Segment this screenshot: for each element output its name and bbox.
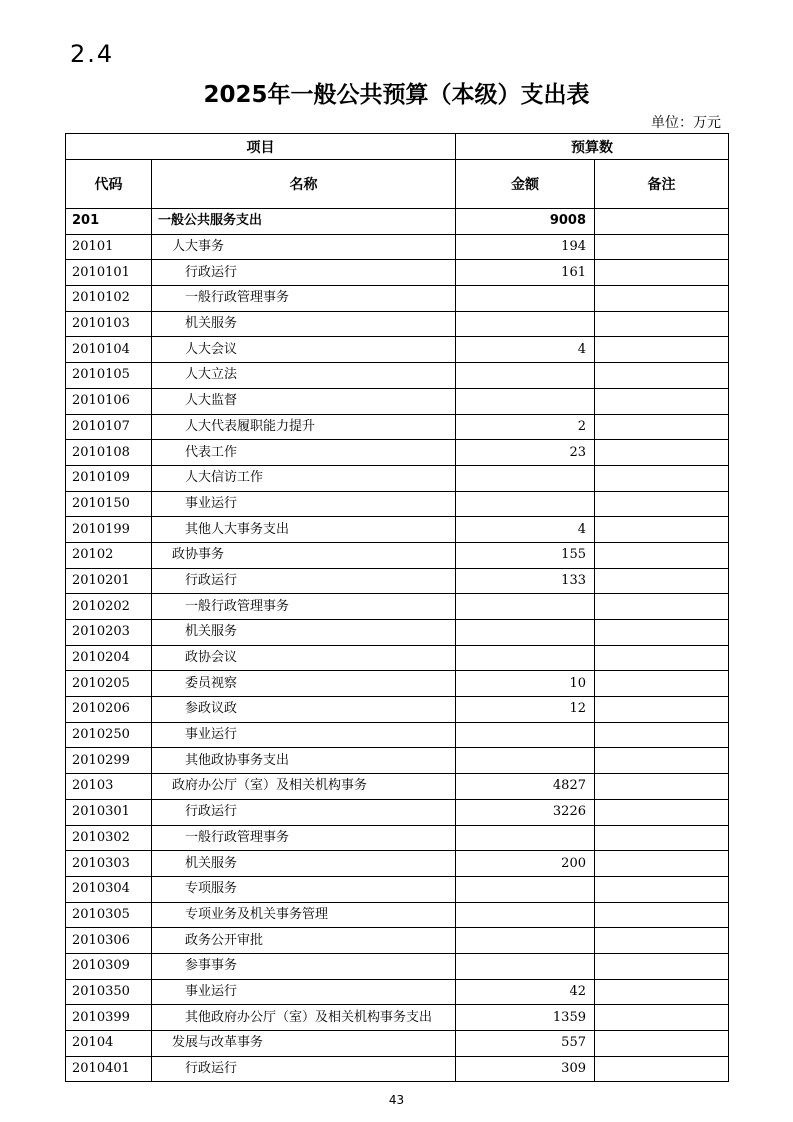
row-amount: 23 [456, 440, 595, 466]
row-name: 事业运行 [152, 491, 456, 517]
row-name: 机关服务 [152, 851, 456, 877]
table-row [66, 1005, 729, 1031]
table-row [66, 774, 729, 800]
row-code: 2010301 [66, 799, 152, 825]
row-amount: 200 [456, 851, 595, 877]
table-row [66, 1031, 729, 1057]
row-note [595, 671, 729, 697]
header-project: 项目 [66, 134, 456, 160]
table-row [66, 799, 729, 825]
row-code: 2010202 [66, 594, 152, 620]
row-amount [456, 363, 595, 389]
unit-label: 单位：万元 [651, 115, 721, 131]
row-name: 其他人大事务支出 [152, 517, 456, 543]
table-row [66, 414, 729, 440]
row-name: 政府办公厅（室）及相关机构事务 [152, 774, 456, 800]
row-note [595, 825, 729, 851]
row-code: 2010303 [66, 851, 152, 877]
row-note [595, 568, 729, 594]
row-name: 事业运行 [152, 979, 456, 1005]
row-amount: 4 [456, 517, 595, 543]
table-row [66, 363, 729, 389]
row-amount: 4 [456, 337, 595, 363]
row-code: 2010205 [66, 671, 152, 697]
row-amount [456, 594, 595, 620]
row-note [595, 260, 729, 286]
row-name: 人大会议 [152, 337, 456, 363]
table-row [66, 851, 729, 877]
table-row [66, 825, 729, 851]
row-code: 2010250 [66, 722, 152, 748]
row-note [595, 928, 729, 954]
header-name: 名称 [152, 160, 456, 209]
row-amount [456, 722, 595, 748]
header-row-sub [66, 160, 729, 209]
table-row [66, 979, 729, 1005]
row-code: 2010102 [66, 286, 152, 312]
row-note [595, 234, 729, 260]
row-note [595, 286, 729, 312]
row-amount [456, 311, 595, 337]
budget-table [65, 133, 729, 1082]
row-note [595, 799, 729, 825]
row-note [595, 979, 729, 1005]
row-name: 其他政府办公厅（室）及相关机构事务支出 [152, 1005, 456, 1031]
row-note [595, 851, 729, 877]
row-code: 2010104 [66, 337, 152, 363]
row-amount: 557 [456, 1031, 595, 1057]
table-row [66, 337, 729, 363]
row-code: 201 [66, 209, 152, 235]
row-note [595, 337, 729, 363]
row-name: 一般行政管理事务 [152, 594, 456, 620]
row-name: 人大监督 [152, 388, 456, 414]
row-code: 2010203 [66, 620, 152, 646]
row-code: 20104 [66, 1031, 152, 1057]
row-note [595, 1056, 729, 1082]
row-amount: 3226 [456, 799, 595, 825]
row-name: 其他政协事务支出 [152, 748, 456, 774]
row-code: 2010399 [66, 1005, 152, 1031]
row-note [595, 1005, 729, 1031]
table-row [66, 645, 729, 671]
row-code: 2010109 [66, 465, 152, 491]
row-code: 2010204 [66, 645, 152, 671]
row-code: 2010106 [66, 388, 152, 414]
table-row [66, 953, 729, 979]
page-number: 43 [388, 1093, 405, 1107]
table-row [66, 209, 729, 235]
row-note [595, 722, 729, 748]
row-amount: 10 [456, 671, 595, 697]
section-number: 2.4 [70, 40, 115, 68]
row-note [595, 311, 729, 337]
table-row [66, 517, 729, 543]
row-name: 代表工作 [152, 440, 456, 466]
row-note [595, 209, 729, 235]
row-note [595, 465, 729, 491]
row-name: 人大信访工作 [152, 465, 456, 491]
row-code: 2010206 [66, 697, 152, 723]
row-note [595, 953, 729, 979]
table-row [66, 748, 729, 774]
row-amount [456, 825, 595, 851]
row-note [595, 440, 729, 466]
table-row [66, 465, 729, 491]
table-row [66, 440, 729, 466]
row-amount: 4827 [456, 774, 595, 800]
table-row [66, 234, 729, 260]
row-amount: 133 [456, 568, 595, 594]
row-note [595, 491, 729, 517]
row-name: 一般公共服务支出 [152, 209, 456, 235]
row-amount: 1359 [456, 1005, 595, 1031]
page-title: 2025年一般公共预算（本级）支出表 [203, 82, 590, 108]
row-note [595, 388, 729, 414]
row-code: 2010201 [66, 568, 152, 594]
row-name: 机关服务 [152, 620, 456, 646]
table-row [66, 671, 729, 697]
row-name: 一般行政管理事务 [152, 825, 456, 851]
table-row [66, 388, 729, 414]
table-row [66, 876, 729, 902]
row-note [595, 774, 729, 800]
row-note [595, 697, 729, 723]
row-note [595, 620, 729, 646]
row-amount [456, 388, 595, 414]
row-amount: 12 [456, 697, 595, 723]
row-name: 人大事务 [152, 234, 456, 260]
table-row [66, 902, 729, 928]
row-code: 2010299 [66, 748, 152, 774]
table-body [66, 209, 729, 1082]
table-row [66, 286, 729, 312]
row-code: 2010108 [66, 440, 152, 466]
row-code: 20103 [66, 774, 152, 800]
row-code: 2010350 [66, 979, 152, 1005]
row-name: 专项业务及机关事务管理 [152, 902, 456, 928]
table-row [66, 594, 729, 620]
row-name: 行政运行 [152, 568, 456, 594]
row-note [595, 876, 729, 902]
row-name: 参事事务 [152, 953, 456, 979]
table-row [66, 722, 729, 748]
row-note [595, 748, 729, 774]
table-row [66, 568, 729, 594]
row-amount [456, 645, 595, 671]
row-code: 20102 [66, 542, 152, 568]
row-note [595, 414, 729, 440]
header-note: 备注 [595, 160, 729, 209]
row-code: 2010305 [66, 902, 152, 928]
row-amount [456, 286, 595, 312]
row-amount: 309 [456, 1056, 595, 1082]
row-code: 2010103 [66, 311, 152, 337]
row-amount: 194 [456, 234, 595, 260]
row-code: 20101 [66, 234, 152, 260]
row-name: 行政运行 [152, 799, 456, 825]
row-amount [456, 953, 595, 979]
row-amount [456, 748, 595, 774]
row-amount: 9008 [456, 209, 595, 235]
row-name: 事业运行 [152, 722, 456, 748]
row-code: 2010199 [66, 517, 152, 543]
row-amount: 42 [456, 979, 595, 1005]
row-note [595, 542, 729, 568]
row-amount [456, 465, 595, 491]
row-code: 2010101 [66, 260, 152, 286]
row-amount [456, 876, 595, 902]
row-note [595, 363, 729, 389]
row-amount: 2 [456, 414, 595, 440]
row-name: 机关服务 [152, 311, 456, 337]
row-name: 政协事务 [152, 542, 456, 568]
table-row [66, 311, 729, 337]
row-amount: 155 [456, 542, 595, 568]
header-code: 代码 [66, 160, 152, 209]
row-note [595, 902, 729, 928]
row-name: 参政议政 [152, 697, 456, 723]
row-name: 一般行政管理事务 [152, 286, 456, 312]
table-row [66, 542, 729, 568]
table-row [66, 491, 729, 517]
row-code: 2010150 [66, 491, 152, 517]
row-code: 2010107 [66, 414, 152, 440]
table-row [66, 260, 729, 286]
row-name: 委员视察 [152, 671, 456, 697]
row-amount [456, 620, 595, 646]
row-code: 2010302 [66, 825, 152, 851]
row-note [595, 517, 729, 543]
table-row [66, 697, 729, 723]
row-name: 发展与改革事务 [152, 1031, 456, 1057]
row-code: 2010401 [66, 1056, 152, 1082]
row-name: 专项服务 [152, 876, 456, 902]
table-row [66, 1056, 729, 1082]
row-name: 政协会议 [152, 645, 456, 671]
table-row [66, 928, 729, 954]
row-name: 行政运行 [152, 1056, 456, 1082]
row-name: 行政运行 [152, 260, 456, 286]
header-row-top [66, 134, 729, 160]
row-name: 政务公开审批 [152, 928, 456, 954]
row-code: 2010105 [66, 363, 152, 389]
header-budget: 预算数 [456, 134, 729, 160]
row-name: 人大代表履职能力提升 [152, 414, 456, 440]
table-row [66, 620, 729, 646]
row-amount [456, 928, 595, 954]
row-amount: 161 [456, 260, 595, 286]
row-note [595, 594, 729, 620]
row-amount [456, 902, 595, 928]
row-note [595, 1031, 729, 1057]
row-code: 2010306 [66, 928, 152, 954]
row-amount [456, 491, 595, 517]
row-name: 人大立法 [152, 363, 456, 389]
row-code: 2010309 [66, 953, 152, 979]
header-amount: 金额 [456, 160, 595, 209]
row-code: 2010304 [66, 876, 152, 902]
row-note [595, 645, 729, 671]
